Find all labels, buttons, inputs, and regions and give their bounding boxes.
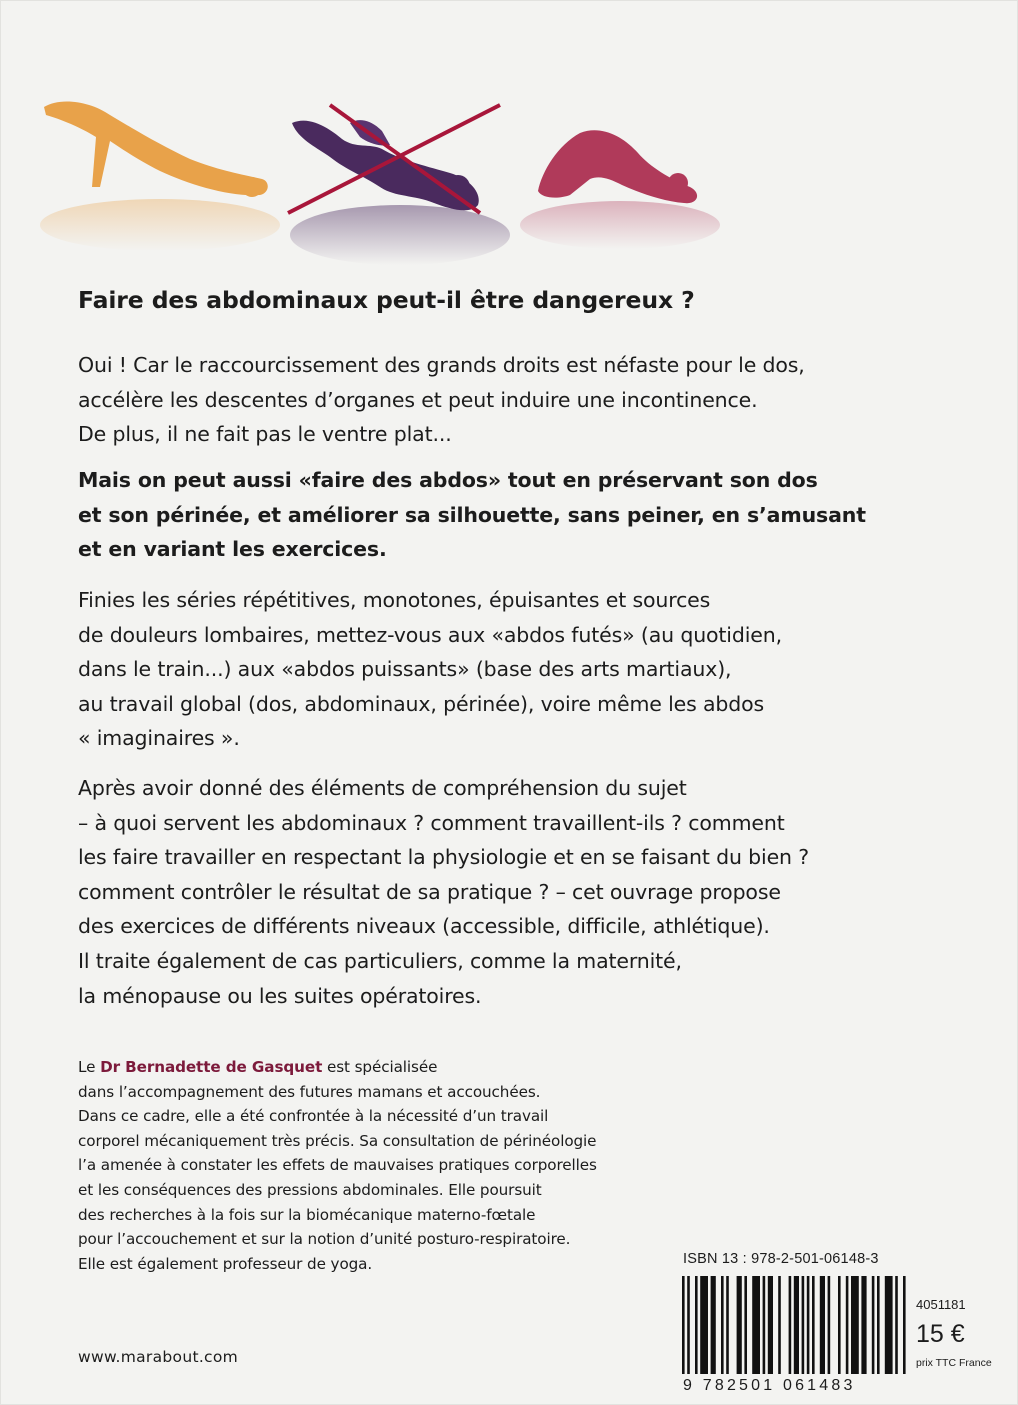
summary-line: – à quoi servent les abdominaux ? comment travaillent-ils ? comment <box>78 810 785 835</box>
bio-line: l’a amenée à constater les effets de mauvaises pratiques corporelles <box>78 1156 597 1175</box>
author-name: Dr Bernadette de Gasquet <box>100 1058 323 1076</box>
bio-first-line-rest: est spécialisée <box>322 1058 438 1076</box>
exercises-line: de douleurs lombaires, mettez-vous aux «abdos futés» (au quotidien, <box>78 622 782 647</box>
bio-line: et les conséquences des pressions abdominales. Elle poursuit <box>78 1180 542 1199</box>
barcode-bar <box>828 1276 831 1374</box>
exercises-paragraph <box>78 583 898 756</box>
exercises-line: dans le train...) aux «abdos puissants» (base des arts martiaux), <box>78 657 732 682</box>
barcode-bar <box>851 1276 859 1374</box>
highlight-line: et en variant les exercices. <box>78 537 387 562</box>
barcode-bar <box>885 1276 893 1374</box>
barcode-bar <box>846 1276 849 1374</box>
summary-line: Il traite également de cas particuliers, comme la maternité, <box>78 948 682 973</box>
exercises-line: « imaginaires ». <box>78 726 240 751</box>
bio-line: Elle est également professeur de yoga. <box>78 1254 373 1273</box>
cover-headline: Faire des abdominaux peut-il être dangereux ? <box>78 286 695 314</box>
barcode-bar <box>895 1276 898 1374</box>
exercise-illustration <box>30 75 730 285</box>
exercises-line: Finies les séries répétitives, monotones, épuisantes et sources <box>78 588 711 612</box>
bio-line: pour l’accouchement et sur la notion d’unité posturo-respiratoire. <box>78 1230 571 1249</box>
barcode-bar <box>763 1276 766 1374</box>
isbn-label: ISBN 13 : 978-2-501-06148-3 <box>683 1251 879 1267</box>
bio-prefix: Le <box>78 1058 101 1076</box>
barcode-bar <box>711 1276 716 1374</box>
barcode-bar <box>802 1276 805 1374</box>
barcode-bar <box>726 1276 729 1374</box>
publisher-website: www.marabout.com <box>78 1348 239 1366</box>
barcode-bar <box>903 1276 906 1374</box>
bio-line: dans l’accompagnement des futures mamans et accouchées. <box>78 1082 541 1101</box>
highlight-line: et son périnée, et améliorer sa silhouette, sans peiner, en s’amusant <box>78 502 866 527</box>
barcode-bar <box>778 1276 781 1374</box>
intro-paragraph <box>78 348 898 452</box>
bio-first-line <box>78 1055 678 1080</box>
barcode-bar <box>861 1276 866 1374</box>
plank-figure <box>44 101 268 197</box>
barcode-bar <box>768 1276 773 1374</box>
barcode <box>678 1276 908 1374</box>
summary-line: des exercices de différents niveaux (accessible, difficile, athlétique). <box>78 914 770 939</box>
barcode-bar <box>872 1276 875 1374</box>
barcode-bar <box>744 1276 747 1374</box>
barcode-bar <box>695 1276 698 1374</box>
intro-line: accélère les descentes d’organes et peut induire une incontinence. <box>78 387 758 412</box>
highlight-line: Mais on peut aussi «faire des abdos» tout en préservant son dos <box>78 468 818 492</box>
barcode-bar <box>877 1276 880 1374</box>
price-note: prix TTC France <box>916 1357 992 1369</box>
barcode-digits: 9 782501 061483 <box>683 1377 856 1394</box>
barcode-bar <box>752 1276 760 1374</box>
summary-line: les faire travailler en respectant la physiologie et en se faisant du bien ? <box>78 845 809 870</box>
crossed-out-crunch-figure <box>288 105 500 213</box>
summary-line: la ménopause ou les suites opératoires. <box>78 983 482 1008</box>
barcode-bar <box>789 1276 792 1374</box>
summary-paragraph <box>78 771 898 1013</box>
barcode-bar <box>737 1276 742 1374</box>
barcode-bar <box>721 1276 724 1374</box>
barcode-bar <box>807 1276 810 1374</box>
barcode-bar <box>820 1276 825 1374</box>
bio-line: corporel mécaniquement très précis. Sa consultation de périnéologie <box>78 1131 597 1150</box>
bridge-figure <box>538 130 697 203</box>
barcode-bar <box>838 1276 841 1374</box>
price: 15 € <box>916 1320 965 1348</box>
bio-line: Dans ce cadre, elle a été confrontée à la nécessité d’un travail <box>78 1107 549 1126</box>
summary-line: comment contrôler le résultat de sa pratique ? – cet ouvrage propose <box>78 879 781 904</box>
intro-line: Oui ! Car le raccourcissement des grands droits est néfaste pour le dos, <box>78 353 805 377</box>
intro-line: De plus, il ne fait pas le ventre plat... <box>78 422 452 447</box>
barcode-bar <box>812 1276 815 1374</box>
author-bio <box>78 1055 678 1276</box>
barcode-bar <box>687 1276 690 1374</box>
product-code: 4051181 <box>916 1297 966 1312</box>
highlight-paragraph <box>78 463 898 567</box>
summary-line: Après avoir donné des éléments de compréhension du sujet <box>78 776 687 800</box>
barcode-bar <box>682 1276 685 1374</box>
bio-line: des recherches à la fois sur la biomécanique materno-fœtale <box>78 1205 536 1224</box>
barcode-bar <box>794 1276 799 1374</box>
barcode-bar <box>700 1276 708 1374</box>
exercises-line: au travail global (dos, abdominaux, périnée), voire même les abdos <box>78 691 765 716</box>
